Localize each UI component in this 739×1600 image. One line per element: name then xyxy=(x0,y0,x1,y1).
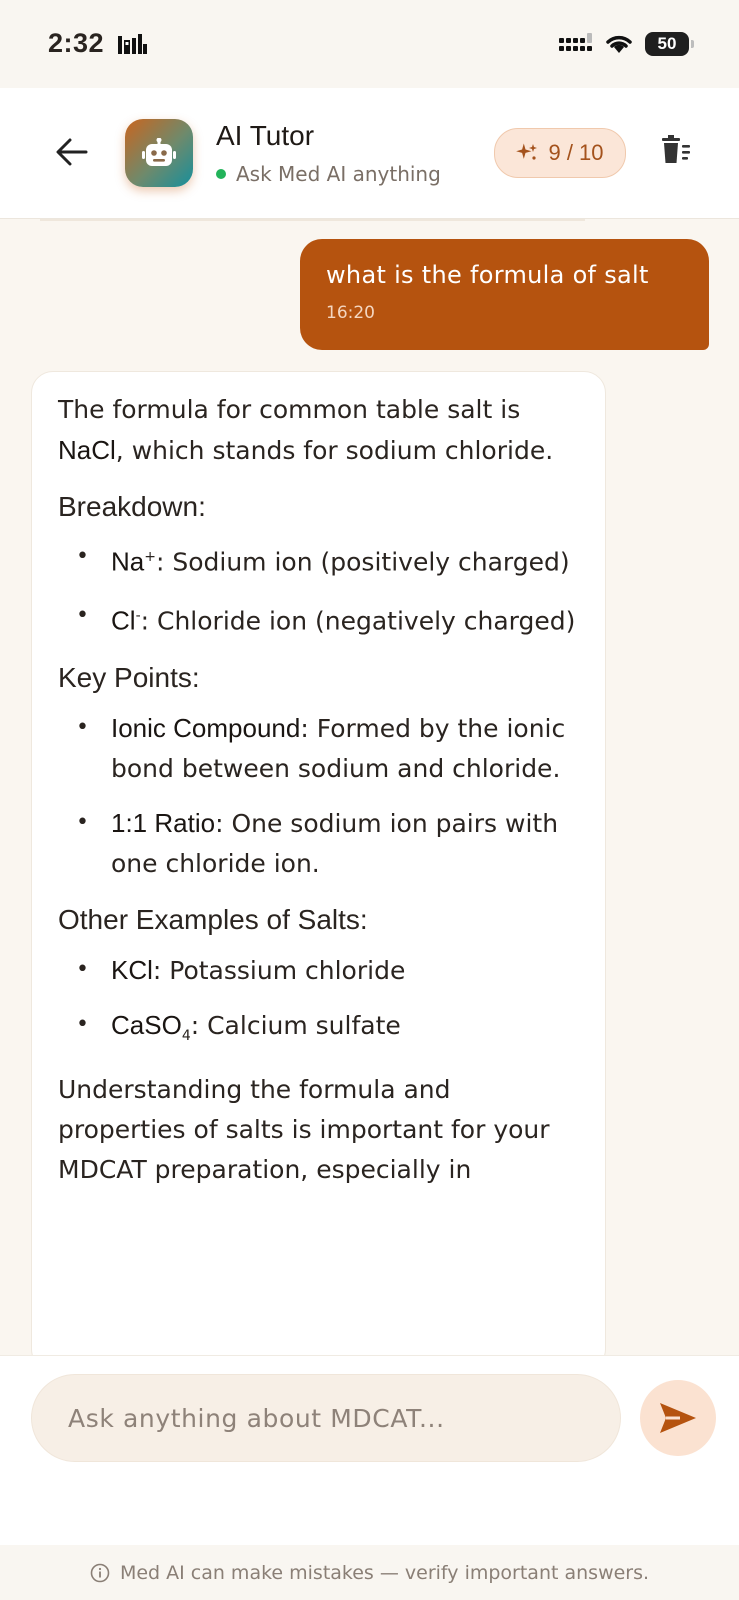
item-term: CaSO xyxy=(111,1009,182,1040)
online-status-dot xyxy=(216,169,226,179)
signal-icon xyxy=(559,32,593,56)
item-term: Ionic Compound xyxy=(111,712,301,743)
input-placeholder: Ask anything about MDCAT... xyxy=(68,1403,445,1433)
item-desc: : Potassium chloride xyxy=(152,955,406,985)
status-bar xyxy=(0,0,739,88)
item-superscript: + xyxy=(144,549,156,565)
status-indicators xyxy=(559,32,689,56)
section-heading-examples: Other Examples of Salts: xyxy=(58,903,368,935)
page-title: AI Tutor xyxy=(216,120,315,151)
credits-badge[interactable] xyxy=(494,128,626,178)
item-desc: : Sodium ion (positively charged) xyxy=(155,547,570,577)
list-item xyxy=(84,596,579,641)
item-term: 1:1 Ratio xyxy=(111,807,216,838)
chat-messages[interactable] xyxy=(0,219,739,1355)
list-item xyxy=(84,950,579,991)
back-button[interactable] xyxy=(52,132,92,172)
list-item xyxy=(84,537,579,582)
section-heading-key-points: Key Points: xyxy=(58,661,200,693)
clear-chat-button[interactable] xyxy=(660,134,692,170)
item-desc: : One sodium ion pairs with one chloride ion. xyxy=(111,808,559,878)
trash-icon xyxy=(660,134,692,166)
message-composer xyxy=(0,1355,739,1546)
item-desc: : Chloride ion (negatively charged) xyxy=(140,606,576,636)
ai-closing: Understanding the formula and properties of salts is important for your MDCAT preparation, especially in xyxy=(58,1074,550,1184)
robot-icon xyxy=(142,138,176,168)
status-time: 2:32 xyxy=(48,28,105,58)
item-term: Na xyxy=(111,546,145,577)
disclaimer-footer xyxy=(0,1545,739,1600)
list-item xyxy=(84,1005,579,1056)
disclaimer-text: Med AI can make mistakes — verify important answers. xyxy=(119,1561,650,1584)
item-desc: : Calcium sulfate xyxy=(190,1010,401,1040)
subtitle-text: Ask Med AI anything xyxy=(236,162,441,186)
sparkle-icon xyxy=(516,142,538,164)
divider xyxy=(40,219,585,221)
item-desc: : Formed by the ionic bond between sodium and chloride. xyxy=(111,713,566,783)
send-icon xyxy=(658,1401,698,1435)
info-icon xyxy=(90,1563,110,1583)
item-term: KCl xyxy=(111,954,153,985)
chat-header xyxy=(0,88,739,219)
ai-tutor-avatar xyxy=(125,119,193,187)
key-points-list xyxy=(58,708,579,884)
ai-intro xyxy=(58,390,579,471)
item-superscript: - xyxy=(135,608,141,625)
intro-text: The formula for common table salt is xyxy=(58,395,521,424)
send-button[interactable] xyxy=(640,1380,716,1456)
user-message-time: 16:20 xyxy=(326,303,375,323)
breakdown-list xyxy=(58,537,579,642)
intro-text-end: , which stands for sodium chloride. xyxy=(115,436,554,465)
examples-list xyxy=(58,950,579,1056)
item-subscript: 4 xyxy=(181,1027,191,1044)
credits-count: 9 / 10 xyxy=(548,140,604,165)
wifi-icon xyxy=(605,33,633,55)
user-message xyxy=(300,239,709,350)
battery-level: 50 xyxy=(657,34,677,53)
activity-bars-icon xyxy=(118,34,148,56)
list-item xyxy=(84,708,579,789)
intro-bold: NaCl xyxy=(58,435,116,465)
battery-indicator xyxy=(645,32,689,56)
header-subtitle xyxy=(216,162,441,186)
arrow-left-icon xyxy=(56,138,88,166)
list-item xyxy=(84,803,579,884)
section-heading-breakdown: Breakdown: xyxy=(58,491,206,522)
message-input[interactable] xyxy=(31,1374,621,1462)
ai-message xyxy=(31,371,606,1355)
user-message-text: what is the formula of salt xyxy=(326,261,649,289)
item-term: Cl xyxy=(111,605,136,636)
